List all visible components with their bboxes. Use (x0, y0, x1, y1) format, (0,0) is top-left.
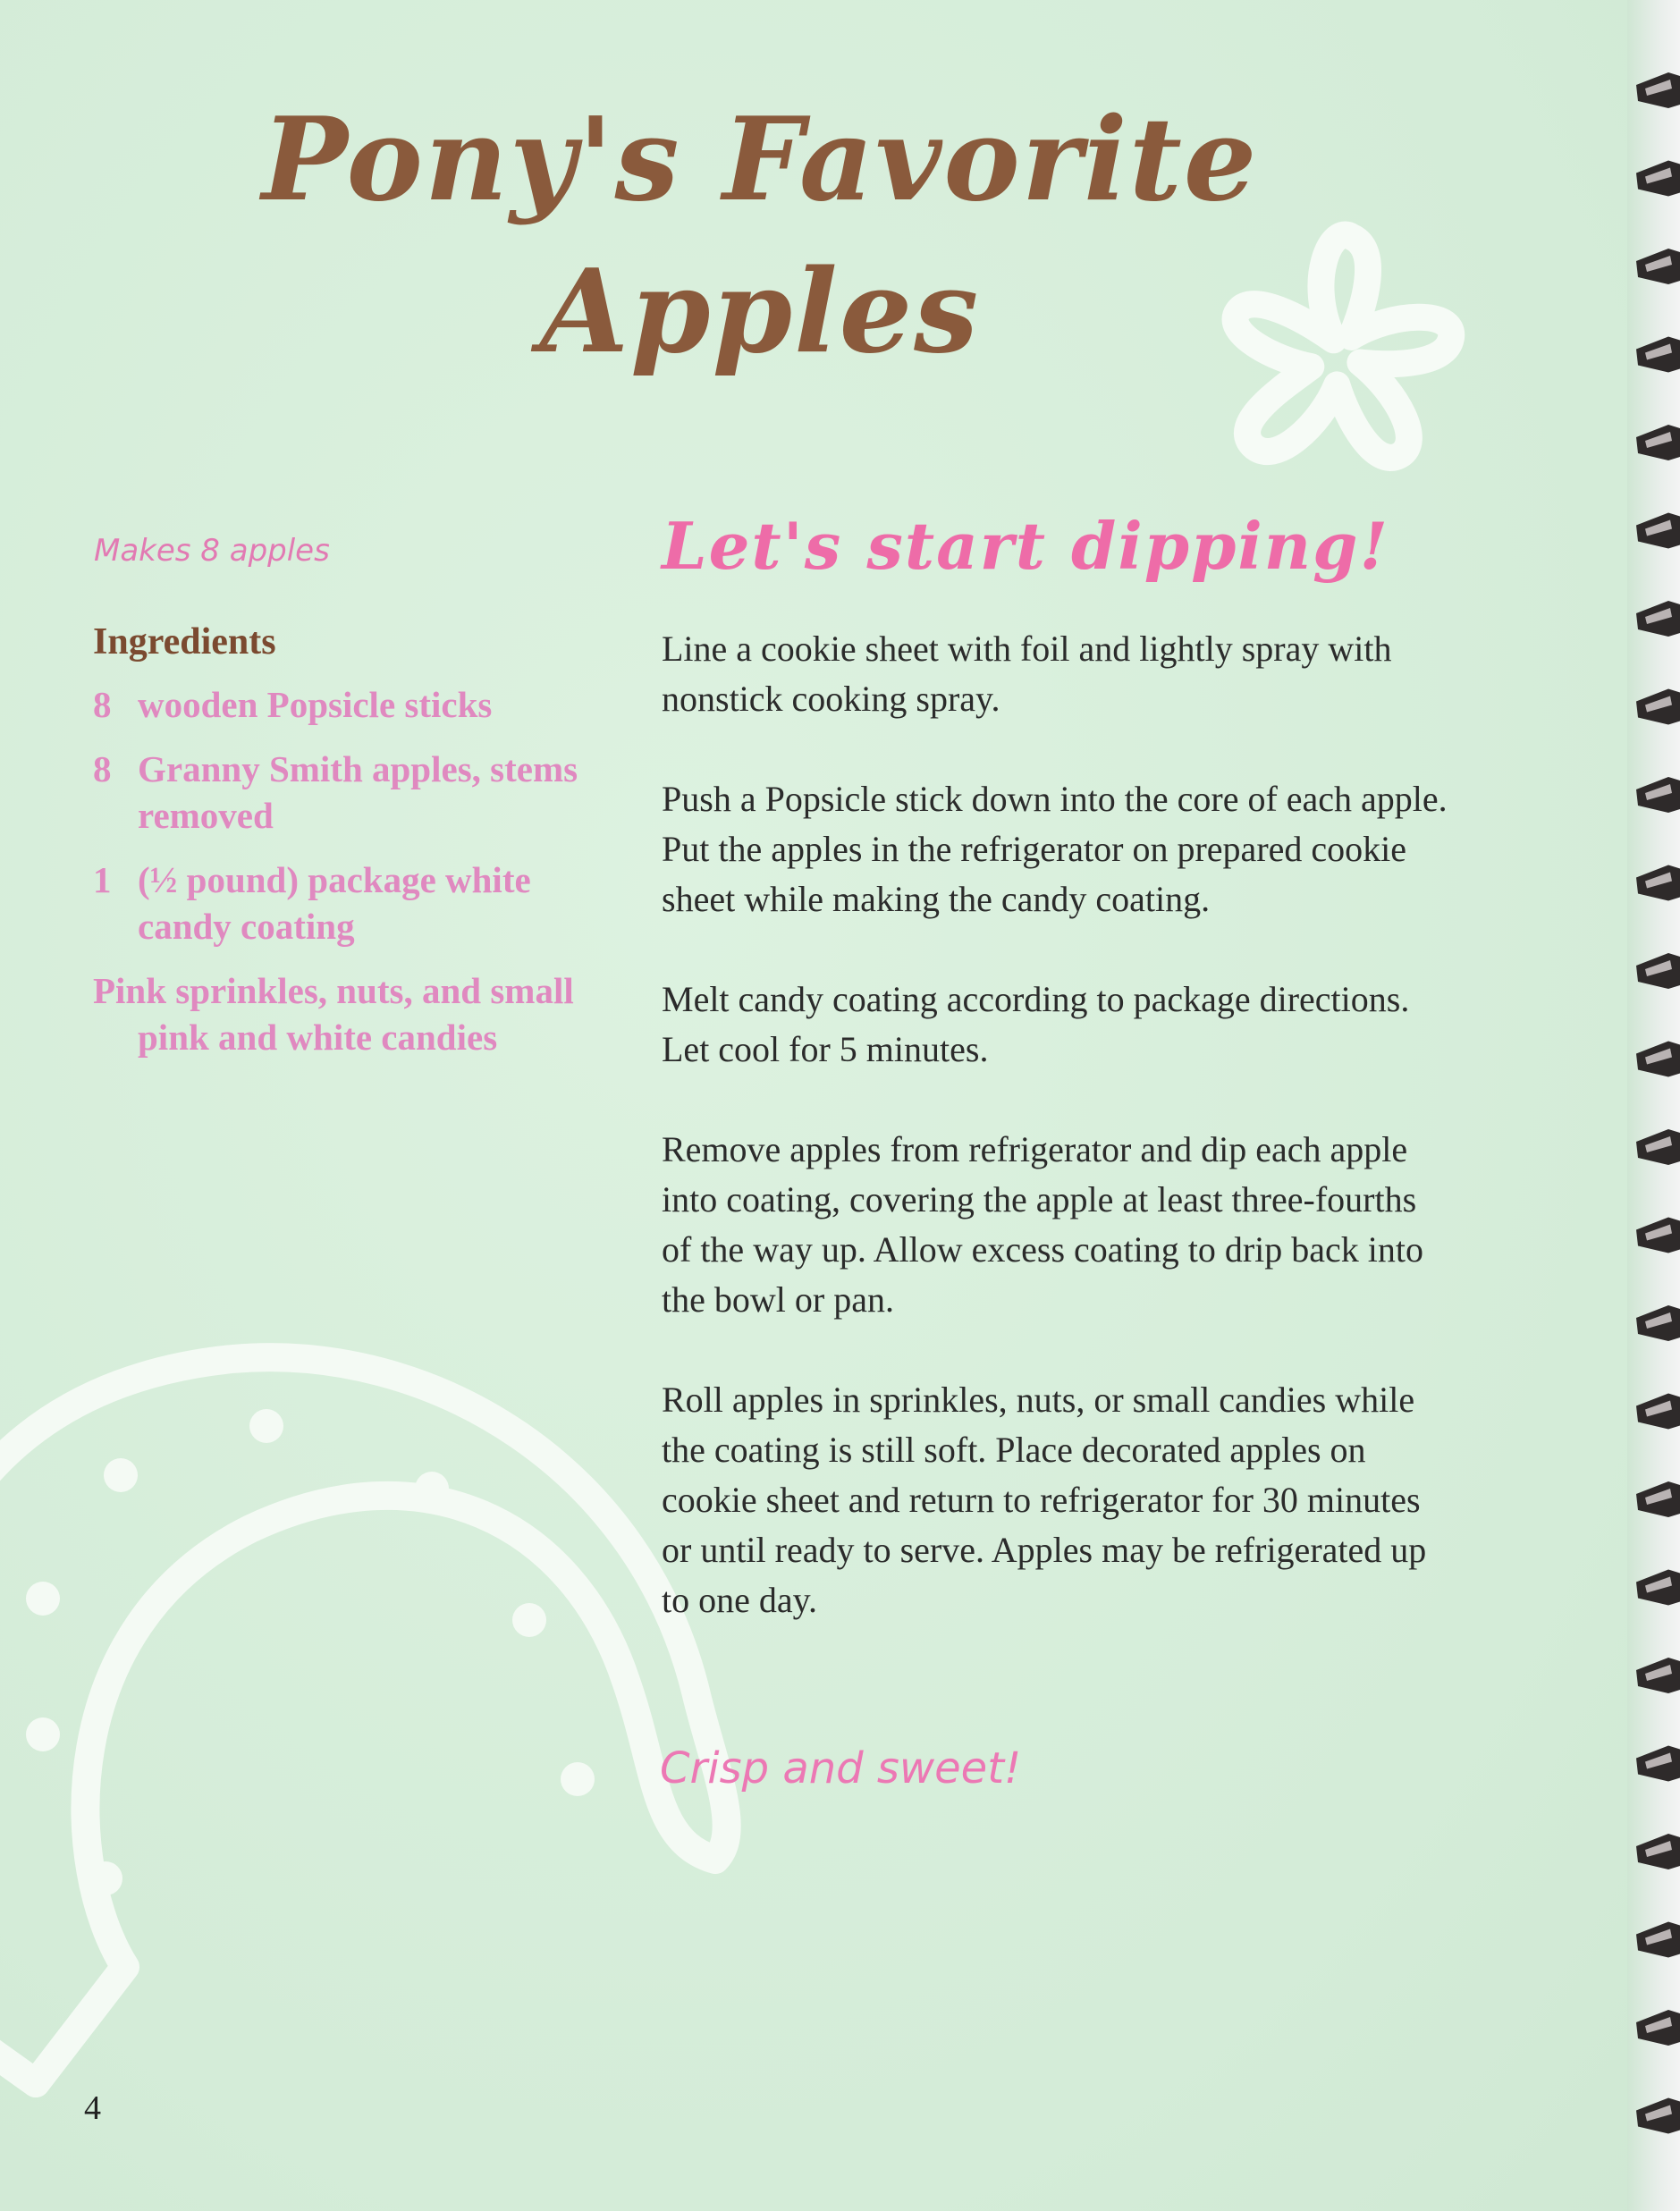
ingredient-qty: 8 (93, 748, 112, 789)
binding-ring-icon (1636, 425, 1680, 460)
instruction-step: Push a Popsicle stick down into the core of each apple. Put the apples in the refrigerator on prepared cookie sheet while making the candy coating. (662, 779, 1448, 919)
binding-ring-icon (1636, 249, 1680, 284)
ingredient-text: wooden Popsicle sticks (138, 684, 493, 725)
binding-ring-icon (1636, 1658, 1680, 1693)
binding-ring-icon (1636, 1129, 1680, 1165)
binding-ring-icon (1636, 337, 1680, 373)
instruction-step: Remove apples from refrigerator and dip each apple into coating, covering the apple at least three-fourths of the way up. Allow excess coating to drip back into the bowl or pan. (662, 1129, 1424, 1320)
binding-ring-icon (1636, 1570, 1680, 1606)
ingredient-qty: 8 (93, 684, 112, 725)
binding-ring-icon (1636, 601, 1680, 637)
binding-ring-icon (1636, 72, 1680, 108)
binding-ring-icon (1636, 1834, 1680, 1869)
binding-ring-icon (1636, 2010, 1680, 2046)
instructions-heading: Let's start dipping! (662, 508, 1390, 584)
recipe-title-line1: Pony's Favorite (261, 93, 1259, 227)
binding-ring-icon (1636, 1394, 1680, 1430)
binding-ring-icon (1636, 1218, 1680, 1253)
binding-ring-icon (1636, 2098, 1680, 2134)
page-number: 4 (84, 2089, 101, 2127)
binding-ring-icon (1636, 1305, 1680, 1341)
ingredients-heading: Ingredients (93, 621, 276, 662)
ingredient-qty: 1 (93, 859, 112, 900)
binding-ring-icon (1636, 161, 1680, 197)
binding-ring-icon (1636, 689, 1680, 725)
ingredient-text: Pink sprinkles, nuts, and small pink and white candies (93, 970, 574, 1058)
ingredient-text: Granny Smith apples, stems removed (138, 748, 578, 836)
binding-ring-icon (1636, 1481, 1680, 1517)
binding-ring-icon (1636, 1922, 1680, 1958)
ingredient-text: (½ pound) package white candy coating (138, 859, 531, 947)
binding-ring-icon (1636, 865, 1680, 901)
binding-ring-icon (1636, 1042, 1680, 1077)
binding-ring-icon (1636, 1746, 1680, 1782)
binding-ring-icon (1636, 777, 1680, 813)
recipe-title-line2: Apples (539, 245, 981, 379)
instruction-step: Line a cookie sheet with foil and lightly spray with nonstick cooking spray. (662, 629, 1392, 719)
instruction-step: Roll apples in sprinkles, nuts, or small candies while the coating is still soft. Place decorated apples on cookie sheet and return to refrigerator for 30 minutes or until ready to serve. Apples may be refrigerated up to one day. (662, 1380, 1427, 1620)
instruction-step: Melt candy coating according to package directions. Let cool for 5 minutes. (662, 979, 1410, 1069)
binding-ring-icon (1636, 513, 1680, 549)
binding-ring-icon (1636, 953, 1680, 989)
recipe-yield: Makes 8 apples (94, 533, 330, 569)
closing-tagline: Crisp and sweet! (660, 1743, 1022, 1793)
